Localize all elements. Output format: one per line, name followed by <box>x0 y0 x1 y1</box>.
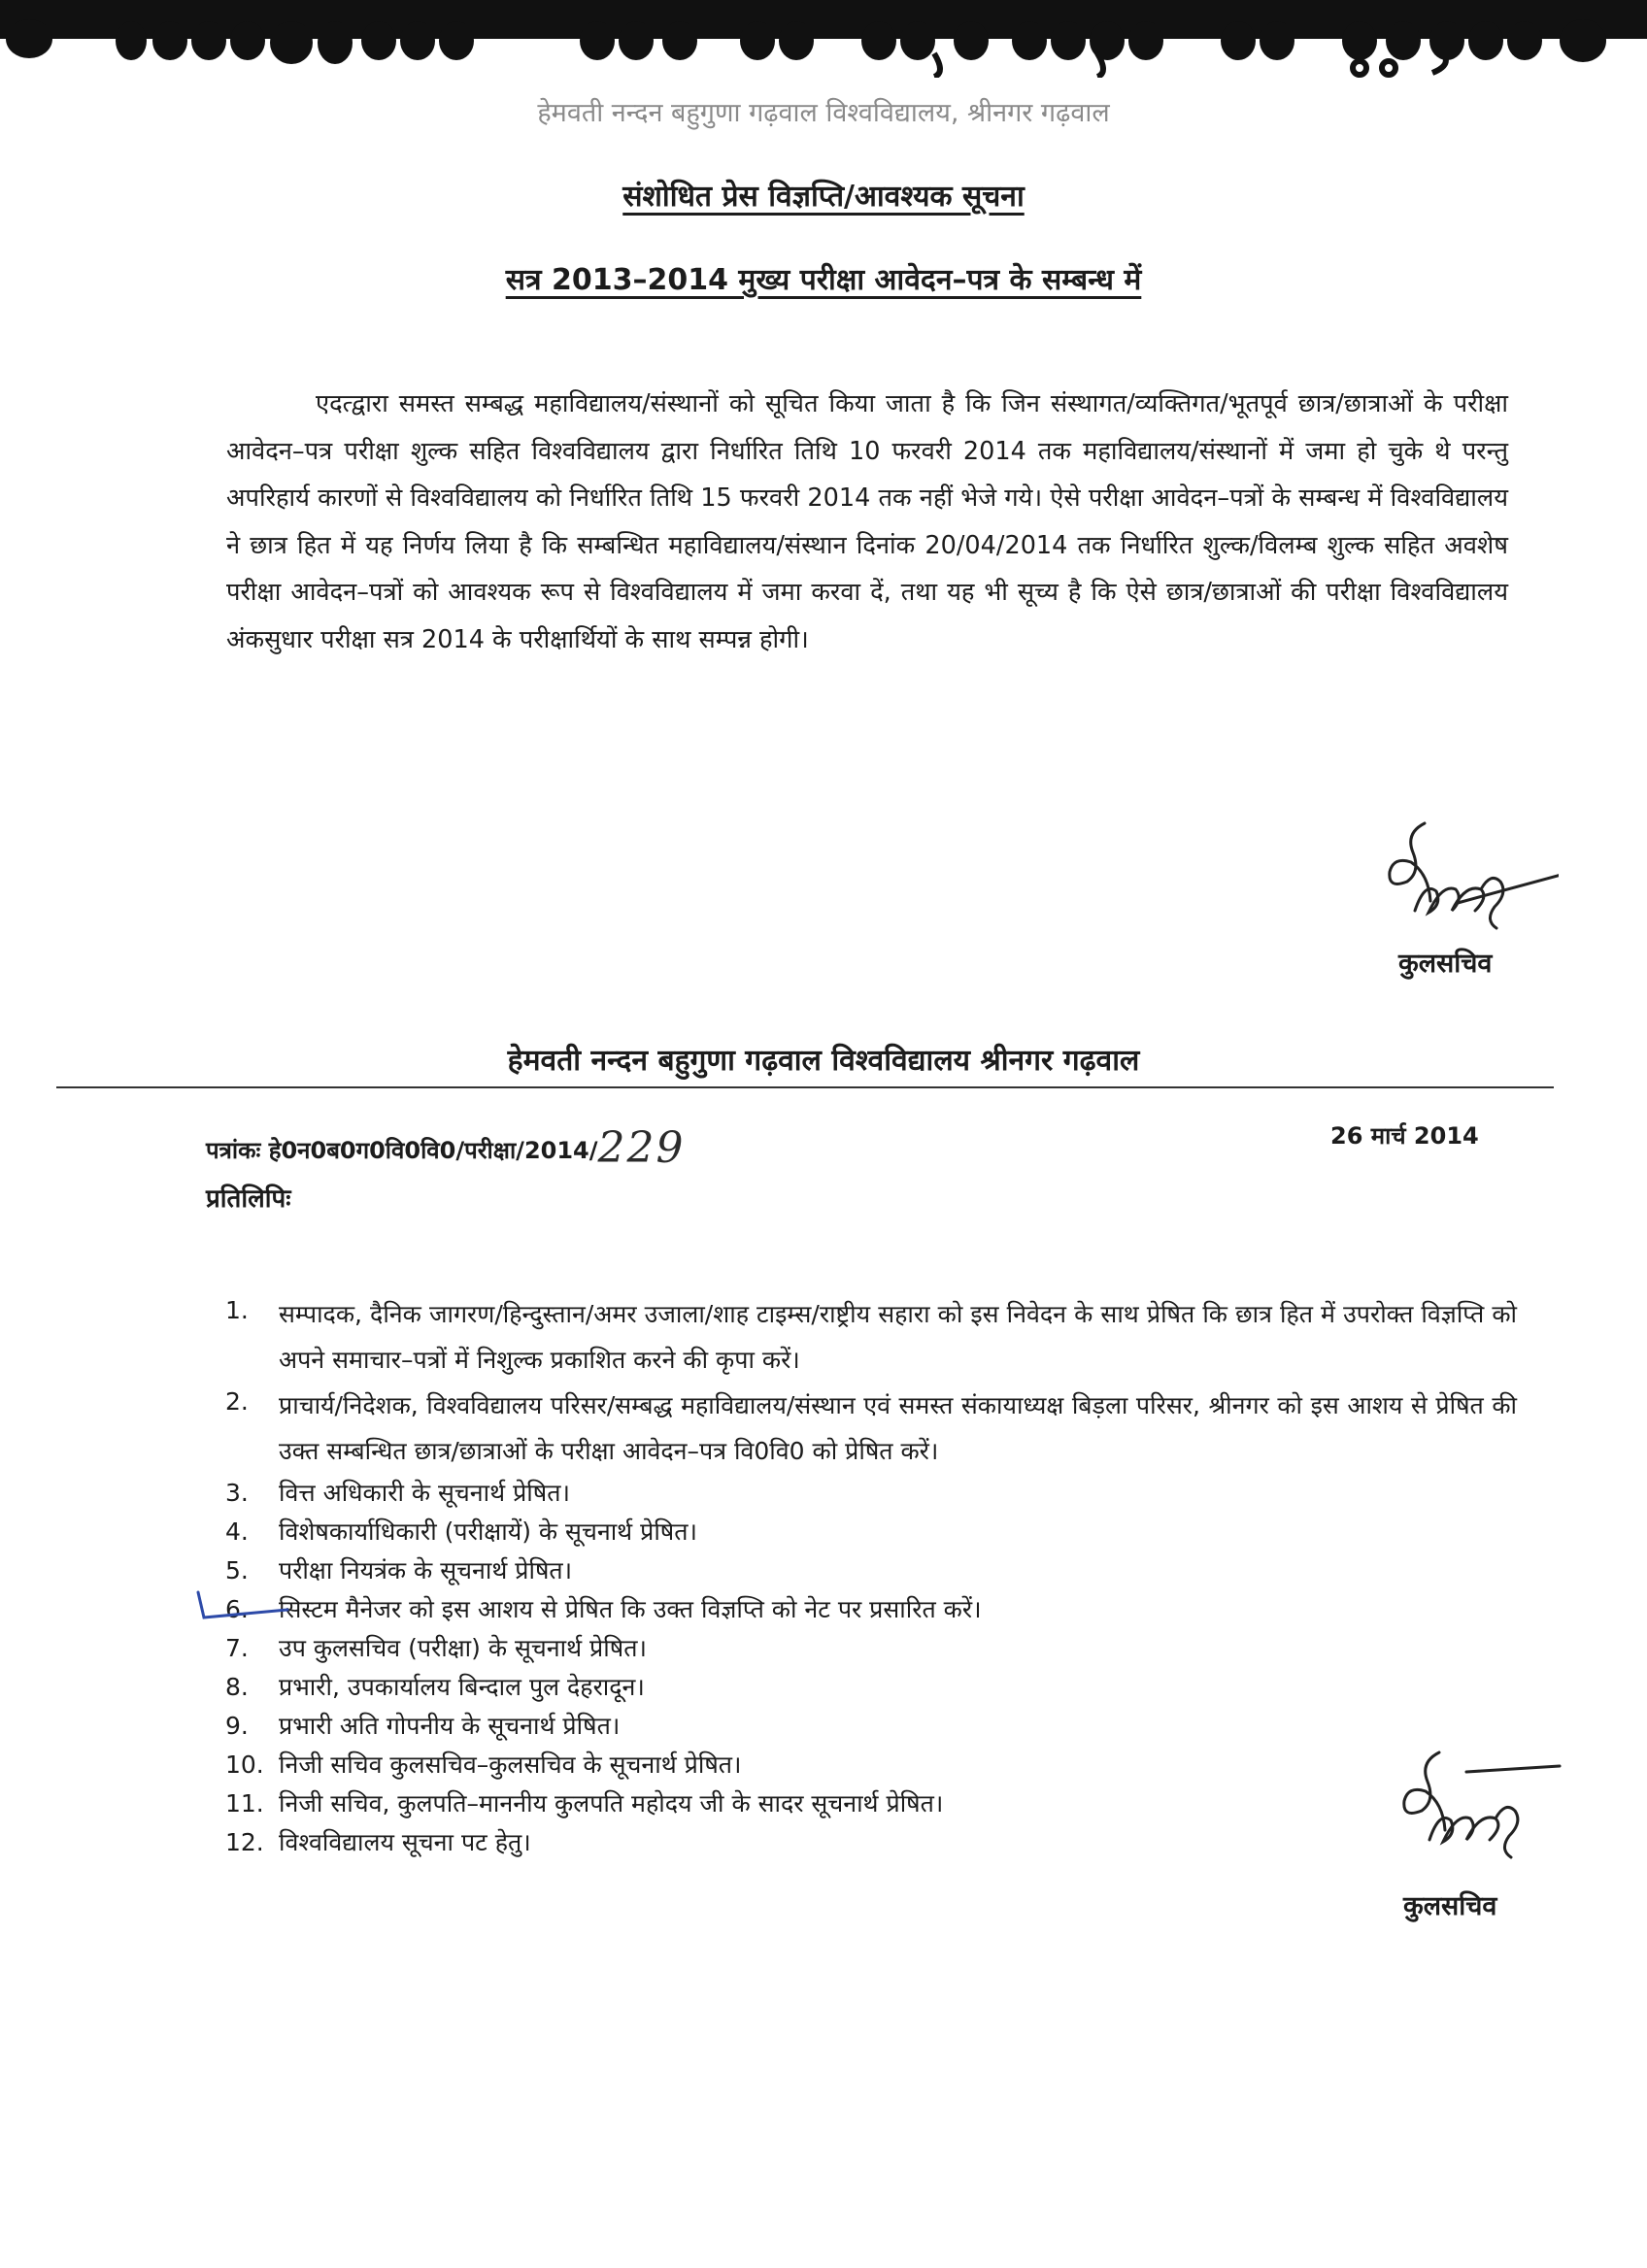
university-header-faint: हेमवती नन्दन बहुगुणा गढ़वाल विश्वविद्यालय, श्रीनगर गढ़वाल <box>537 98 1110 128</box>
notice-subtitle: सत्र 2013–2014 मुख्य परीक्षा आवेदन–पत्र के सम्बन्ध में <box>505 263 1142 297</box>
list-item: 12. विश्वविद्यालय सूचना पट हेतु। <box>225 1828 531 1856</box>
reference-line <box>206 1119 686 1173</box>
copy-list <box>225 1291 1517 1862</box>
university-footer-header: हेमवती नन्दन बहुगुणा गढ़वाल विश्वविद्यालय श्रीनगर गढ़वाल <box>507 1044 1140 1078</box>
list-item: 2. प्राचार्य/निदेशक, विश्वविद्यालय परिसर/सम्बद्ध महाविद्यालय/संस्थान एवं समस्त संकायाध्यक्ष बिड़ला परिसर, श्रीनगर को इस आशय से प्रेषित की उक्त सम्बन्धित छात्र/छात्राओं के परीक्षा आवेदन–पत्र वि0वि0 को प्रेषित करें। <box>225 1387 1517 1465</box>
signatory-title-2: कुलसचिव <box>1403 1891 1497 1921</box>
signature-2 <box>1379 1743 1573 1869</box>
pen-tick-mark <box>190 1588 297 1627</box>
letter-date: 26 मार्च 2014 <box>1330 1122 1479 1150</box>
list-item: 4. विशेषकार्याधिकारी (परीक्षायें) के सूचनार्थ प्रेषित। <box>225 1518 697 1546</box>
list-item: 8. प्रभारी, उपकार्यालय बिन्दाल पुल देहरादून। <box>225 1673 645 1701</box>
list-item: 11. निजी सचिव, कुलपति–माननीय कुलपति महोदय जी के सादर सूचनार्थ प्रेषित। <box>225 1789 944 1818</box>
horizontal-divider <box>56 1086 1554 1088</box>
copy-to-label: प्रतिलिपिः <box>206 1184 291 1214</box>
notice-title: संशोधित प्रेस विज्ञप्ति/आवश्यक सूचना <box>622 180 1025 214</box>
signature-1 <box>1364 814 1559 940</box>
reference-number-handwritten: 229 <box>597 1123 686 1173</box>
list-item: 3. वित्त अधिकारी के सूचनार्थ प्रेषित। <box>225 1479 570 1507</box>
list-item: 5. परीक्षा नियत्रंक के सूचनार्थ प्रेषित। <box>225 1556 573 1584</box>
signatory-title-1: कुलसचिव <box>1398 949 1493 979</box>
list-item: 7. उप कुलसचिव (परीक्षा) के सूचनार्थ प्रेषित। <box>225 1634 647 1662</box>
list-item: 6. सिस्टम मैनेजर को इस आशय से प्रेषित कि उक्त विज्ञप्ति को नेट पर प्रसारित करें। <box>225 1595 982 1623</box>
clipped-banner-artwork <box>0 0 1647 78</box>
notice-body: एदत्द्वारा समस्त सम्बद्ध महाविद्यालय/संस्थानों को सूचित किया जाता है कि जिन संस्थागत/व्यक्तिगत/भूतपूर्व छात्र/छात्राओं के परीक्षा आवेदन–पत्र परीक्षा शुल्क सहित विश्वविद्यालय द्वारा निर्धारित तिथि 10 फरवरी 2014 तक महाविद्यालय/संस्थानों में जमा हो चुके थे परन्तु अपरिहार्य कारणों से विश्वविद्यालय को निर्धारित तिथि 15 फरवरी 2014 तक नहीं भेजे गये। ऐसे परीक्षा आवेदन–पत्रों के सम्बन्ध में विश्वविद्यालय ने छात्र हित में यह निर्णय लिया है कि सम्बन्धित महाविद्यालय/संस्थान दिनांक 20/04/2014 तक निर्धारित शुल्क/विलम्ब शुल्क सहित अवशेष परीक्षा आवेदन–पत्रों को आवश्यक रूप से विश्वविद्यालय में जमा करवा दें, तथा यह भी सूच्य है कि ऐसे छात्र/छात्राओं की परीक्षा विश्वविद्यालय अंकसुधार परीक्षा सत्र 2014 के परीक्षार्थियों के साथ सम्पन्न होगी। <box>226 389 1508 654</box>
list-item: 9. प्रभारी अति गोपनीय के सूचनार्थ प्रेषित। <box>225 1712 621 1740</box>
list-item: 10. निजी सचिव कुलसचिव–कुलसचिव के सूचनार्थ प्रेषित। <box>225 1751 742 1779</box>
list-item: 1. सम्पादक, दैनिक जागरण/हिन्दुस्तान/अमर उजाला/शाह टाइम्स/राष्ट्रीय सहारा को इस निवेदन के साथ प्रेषित कि छात्र हित में उपरोक्त विज्ञप्ति को अपने समाचार–पत्रों में निशुल्क प्रकाशित करने की कृपा करें। <box>225 1296 1517 1374</box>
reference-prefix: पत्रांकः हे0न0ब0ग0वि0वि0/परीक्षा/2014/ <box>206 1137 598 1164</box>
